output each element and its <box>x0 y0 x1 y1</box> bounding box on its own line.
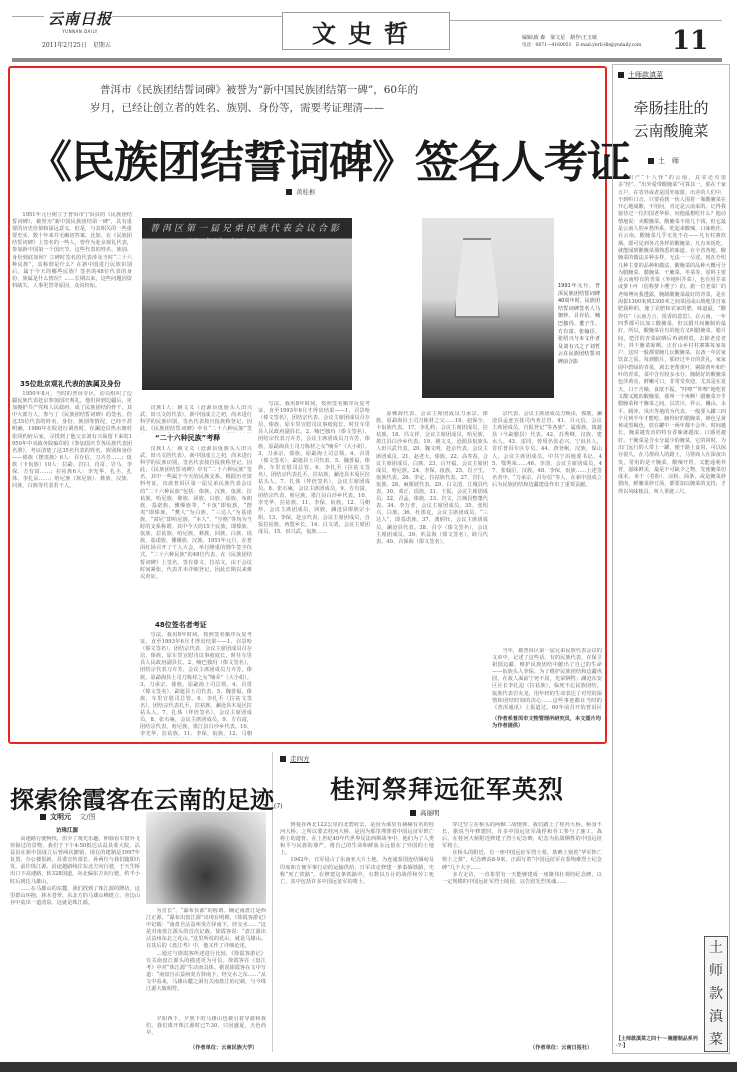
lead-col2b <box>140 446 252 606</box>
sidebar-footer-note: 【土师款滇菜之四十一·腌腊制品系列·7·】 <box>616 1036 698 1049</box>
bottom-bar <box>0 1062 737 1072</box>
bottom-left-headline-suffix: (7) <box>274 803 283 810</box>
page-number: 11 <box>672 26 709 56</box>
col2-paragraph: 汉族1人：姚文义（沧源县佤族头人田兴武、田兴文的代表）。新中国成立之初，尚未进行科学的民族识别，签名代表按自报族称登记，因此，《民族团结誓词碑》中有“二十六种民族”签 <box>140 405 252 433</box>
sidebar-title-line1: 牵肠挂肚的 <box>633 99 709 117</box>
bottom-right-author: 高丽明 <box>420 809 440 817</box>
lead-headline: 《民族团结誓词碑》签名人考证 <box>28 137 630 188</box>
lead-deck-line1: 普洱市《民族团结誓词碑》被誉为“新中国民族团结第一碑”，60年的 <box>100 84 419 96</box>
logo-en: YUNNAN DAILY <box>62 29 98 34</box>
br-paragraph-5: 多方走访，一直希望有一天能够建成一座雄伟壮观的纪念碑，以一定规模的中国远征军烈士陵园，以告慰先烈英魂…… <box>442 871 602 885</box>
contact-info: 电话：0871—4160051 E-mail:ynrb-llb@yndaily.com <box>522 43 642 48</box>
lead-byline <box>286 187 316 196</box>
lead-author-note: （作者系普洱市文物管理所研究员，本文图片均为作者提供） <box>492 716 601 729</box>
bottom-right-author-note: （作者单位：云南日报社） <box>530 1045 593 1051</box>
bottom-left-headline-text: 探索徐霞客在云南的足迹 <box>10 785 274 814</box>
bottom-left-col2 <box>146 908 266 1014</box>
bl-paragraph-4: …通过与徐霞客所述进行比较，《徐霞客游记》有关南盘江源头的描述更为可信。徐霞客在《盘江考》中对“珠江源”生动而具体。据说徐霞客在文中写道：“南盘自沾益州炎方驿南下，经交水之东……”从文中看来，马雄山麓之洞有关南盘江的记载，与今珠江源大致相符。 <box>146 950 266 993</box>
photo-caption: 1991年元旦，普洱民族团结誓词碑40周年时，民族团结誓词碑签名人马朝珍、召存信、喃巴独玛、董子生、方有富、张翰臣、张绍兴与本文作者及刘有兴之子刘哲云在民族团结誓词碑前合影 <box>558 283 600 365</box>
bottom-left-col2b <box>146 1016 266 1038</box>
bl-paragraph-1: 高速路行驶畅快，但少了观光乐趣，伸颈看车窗外飞快掠过的景物，我们于下午4:50抵达沾益县委大院。沾益县在新中国成立后曾两次撤销，现在的建制是1997年复置，办公楼很新。县委宣传部长、孙两位与我们随即出发，前往珠江源。沿途越路线往东北方向行驶，于天生桥出口下高速路，转328国道，向北偏东方向行驶，约半小时后到达马雄山。 <box>10 836 140 885</box>
bl-paragraph-2: 为首长”、“瀑布县源”的称谓。确定南盘江是西江正源。“瀑布出盘江源”出现在明朝，《徐霞客游记》中记载：“南盘自沾益州炎方驿南下，经交水……”这是对南盘江源头的首次记载。徐霞客说：“盘江源出沾益州东北之花山。”这里所说的花山，就是马雄山。在其后的《盘江考》中，他又作了详细论述。 <box>146 908 266 950</box>
bl-paragraph-5: 夕阳西下，夕照下的马雄山也被引着导游和我们，我们离开珠江源时已7:30，只因盛夏，天色尚早。 <box>146 1016 266 1037</box>
bottom-left-headline <box>10 780 283 815</box>
column-seal-stamp <box>704 936 728 1052</box>
lead-col2a <box>140 405 252 433</box>
bottom-left-author-note: （作者单位：云南民族大学） <box>190 1045 258 1051</box>
lead-col6 <box>492 648 602 711</box>
bottom-left-col1 <box>10 836 140 1058</box>
col2-paragraph-tail: 写法。我用8年时间，按照签名顺序反复考证，直至1993年6月才得出结果——1、召景哈（傣文签名），团结宗代表、会议主席团成员召存信，傣族，原车里宣慰司议事庭庭长，时任车里县人民政府副县长。2、喃巴独玛（傣文签名），团结宗代表刀卉芳，会议主席团成员刀卉芳，傣族，原勐海县土司刀栋材之女“喃乔”（大小姐）。3、刀承宗，傣族，原勐海土司总领。4、召贯（傣文签名），勐遮县土司代表。5、魏善福，傣族，车里宣慰司总管。6、李扎丕（拉祜文签名），团结宗代表扎丕，拉祜族，澜沧县木戛区拉祜头人。7、扎体（拜倍签名），会议主席团成员。8、张石庵，会议主席团成员。9、方有富，团结宗代表，哈尼族，墨江县白沙乡代表。10、李光华，拉祜族。11、李保，佤族。12、马朝 <box>140 632 252 738</box>
masthead-rule-left <box>12 16 44 17</box>
sidebar-column-label-text: 土师款滇菜 <box>628 71 663 79</box>
seal-glyph-2: 师 <box>709 963 723 980</box>
byline-square-icon <box>648 158 654 164</box>
seal-glyph-4: 滇 <box>709 1008 723 1025</box>
sidebar-body <box>618 175 726 933</box>
lead-col3 <box>258 401 370 738</box>
section-title: 文史哲 <box>312 18 420 48</box>
sidebar-paragraph: 出产“十八怪”的云南，其实还有很多“怪”。“出外爱带酸腌菜”可算其一。那在千家万户，在省外或者是国外旅游、出差的人们中，不到听口音，只要看到一伙人围着一瓶酸腌菜在开心地闻酸，不用问，肯定是云南来的。记得我接待过一位归国老华侨，问他最想吃什么？他动情地说：卖酸腌菜。酸腌菜不值几个钱，但它最是云南人的乡愁所系，吃起来酸辣，口味绝佳。在云南，酸腌菜几乎无处不在——凡有村寨炊烟，即可见到各式各样的酸腌菜；凡有米饭吃，就能闻到酸腌菜那熟悉的味道。在全省各地，酸腌菜的做法多种多样，无法一一尽述。现在介绍几种主要的品种和做法。酸腌菜的品种大概可分为腊腌菜、腊腌菜、干腌菜、冬菜等。原料主要是云南特有的青菜（外地叫芥菜），也有用芥菜或萝卜叶（俗称萝卜缨子）的。据一位老菜厂的老师傅向我透露，腌制酸腌菜最好的青菜，是在海拔1300米到2300米之间菜园或山坡地里自家肥栽种的，施了农肥和农家的肥，味道最，“酸得住”（云南方言，很香的意思）。在云南，一年四季都可以加工酸腌菜，但以腊月间腌制的最好。所以，酸腌菜在有的地方又叫腊腌菜。腊月间，把洋的青菜砍晒后再剥到蔫，去除老皮老叶，抖干腌菜晾晒。正好山乡村村寨寨每家每户，这时一般都要腌几坛酸腌菜，以备一年居家饮食之需。每到腊月，那经过冬日的洗礼，家家园中碧绿的青菜，剥去老帮黄叶，剔除黄叶和烂叶的青菜，菜中含有较多水分。腌制好的酸腌菜色泽黄亮，鲜嫩可口，非常受欢迎。尤其是在夏天，口干舌燥、食欲不振，“咔嚓”“咔嚓”地吃着又酸又脆的酸腌菜，那叫一个爽啊！腊腌菜介乎腊腌菜和干腌菜之间，以宾川、祥云、巍山、永平、腾冲、凤庆等地的为代表。一般要入罐三四个月到半年才能吃。腌得好的腊腌菜，颜色呈黄黄或黑褐色，放在罐中一两年都不会坏。时间越长，腌菜越发出的特有香味就越浓，口感更越好。干腌菜是含水分最少的腌菜，它的同时，为出门远行的人带上一罐，便于路上食用，可以保存很久。在马帮商人的路上，马帮商人在深夜出发，常用的是干腌菜，酸辣开胃。又能通利养胃，滋味鲜美，最是不可缺少之物，先使腌菜切成末，米干（卷粉）、凉粉、面条，或是腌菜炒猪肉，鲜腌菜炒豆汤，都要加以腌菜的支持，才得以风味独具，叫人垂涎三尺。 <box>618 175 726 495</box>
section-title-box <box>282 12 450 50</box>
br-paragraph-1: 到曼谷西北122公里的北碧府去，是因为那里有赫赫有名的桂河大桥。之所以要去桂河大桥，是因为那里埋葬着中国远征军阵亡将士的遗骨。在上世纪40年代世界反法西斯战争中，他们为了人类和平与民族的尊严，将自己的生命和鲜血永远留在了异国的土地上。 <box>280 822 434 857</box>
col3-paragraph: 写法。我用8年时间，按照签名顺序反复考证，直至1993年6月才得出结果——1、召景哈（傣文签名），团结宗代表、会议主席团成员召存信，傣族，原车里宣慰司议事庭庭长，时任车里县人民政府副县长。2、喃巴独玛（傣文签名），团结宗代表刀卉芳，会议主席团成员刀卉芳，傣族，原勐海县土司刀栋材之女“喃乔”（大小姐）。3、刀承宗，傣族，原勐海土司总领。4、召贯（傣文签名），勐遮县土司代表。5、魏善福，傣族，车里宣慰司总管。6、李扎丕（拉祜文签名），团结宗代表扎丕，拉祜族，澜沧县木戛区拉祜头人。7、扎体（拜倍签名），会议主席团成员。8、张石庵，会议主席团成员。9、方有富，团结宗代表，哈尼族，墨江县白沙乡代表。10、李光华，拉祜族。11、李保，佤族。12、马朝珍，会议主席团成员，回族，澜沧县傣族宗小姐。13、李保，赴京代表，会议主席团成员，自报拉祜族，西盟乡长。14、白文清，会议主席团成员。15、田兴武，佤族…… <box>258 401 370 535</box>
subhead-observers: 35位赴京观礼代表的族属及身份 <box>20 380 121 388</box>
sidebar-byline-name: 土 师 <box>658 157 679 165</box>
bottom-left-author-suffix: 文/图 <box>79 813 96 821</box>
group-photo <box>142 218 352 390</box>
masthead-rule-right <box>450 20 722 21</box>
river-source-photo <box>146 812 266 904</box>
col2-paragraph-cont: 汉族1人：姚文义（沧源县佤族头人田兴武、田兴文的代表）。新中国成立之初，尚未进行科学的民族识别，签名代表按自报族称登记，因此，《民族团结誓词碑》中有“二十六种民族”签名，其中一些属于今天的民族支系。根据历史资料考证，出席普洱区第一届兄弟民族代表会议的“二十六种民族”包括：傣族、汉族、佤族、拉祜族、哈尼族、彝族、回族、白族、瑶族、布朗族、基诺族、傈僳族等，“卡佤”即佤族，“摆夷”即傣族，“僰人”为白族，“三达人”为基诺族，“窝尼”即哈尼族，“本人”、“空格”等均为当时的支系称谓。其中今天的15个民族，即傣族、佤族、拉祜族、哈尼族、彝族、回族、白族、瑶族、基诺族、傈僳族、汉族。1951年元旦，在普洱红场召开了千人大会，举行隆重的剽牛签字仪式。“二十六种民族”的48位代表，在《民族团结誓词碑》上签名，签有傣文、拉祜文，由于会议时间紧张，代表并未详细登记，因此长期以来难以查证。 <box>140 446 252 580</box>
photo-banner-date: 一九五一年元月二十一日 <box>182 238 249 244</box>
subhead-26-nations: “二十六种民族”考释 <box>155 434 221 442</box>
lead-col4 <box>376 411 488 738</box>
bottom-right-byline <box>410 808 440 817</box>
seal-glyph-5: 菜 <box>709 1031 723 1048</box>
masthead-rule-mid <box>112 16 282 17</box>
lead-deck-line2: 岁月，已经让创立者的姓名、族别、身份等，需要考证理清—— <box>90 102 384 114</box>
br-paragraph-4: 在桥头的附近，有一座中国远征军烈士墓，墓碑上刻着“华军阵亡将士之墓”，纪念碑高8-9米，正面写着“中国远征军在泰殉难烈士纪念碑”几个大字…… <box>442 850 602 871</box>
bl-paragraph-3: ……在马雄山的东麓，我们找到了珠江源的牌坊。这里群山环抱，林木苍翠，东北方的马雄山峰挺立，旁边山谷中流出一道清泉。这就是珠江源。 <box>10 885 140 906</box>
seal-glyph-1: 土 <box>709 940 723 957</box>
newspaper-logo <box>48 8 112 34</box>
masthead-bar <box>12 58 722 62</box>
br-paragraph-3: 穿过竖立在桥头的两颗二战炮弹，我们踏上了桂河大桥。桥身不长，据说当年修建时，许多中国远征军战俘和劳工参与了施工。战后，在桂河大桥附近修建了烈士纪念碑，纪念为抗战牺牲的中国远征军将士。 <box>442 822 602 850</box>
lead-intro <box>12 212 132 372</box>
byline-square-icon <box>410 810 416 816</box>
bottom-right-column-label-text: 走四方 <box>290 755 310 763</box>
label-square-icon <box>280 756 286 762</box>
issue-date: 2011年2月25日 星期五 <box>42 42 111 49</box>
label-square-icon <box>618 72 624 78</box>
photo-banner-text: 普洱区第一届兄弟民族代表会议合影 <box>150 224 343 234</box>
logo-text: 云南日报 <box>48 10 113 28</box>
intro-paragraph: 1951年元旦树立于普洱市宁洱县的《民族团结誓词碑》，被誉为“新中国民族团结第一碑”，具有重要的历史价值和深远意义。但是，与其相关的一些重要史实，数十年来并无确切答案。比如，在《民族团结誓词碑》上签名的一些人，曾作为赴京观礼代表，参加新中国第一个国庆节，这些代表的姓名、族别、身份到底如何？立碑时签名的代表涉及当时“二十六种民族”，其称谓是什么？在新中国进行民族识别后，属于今天的哪些民族？签名的48位代表的身份、族属是什么情况？……长期以来，这些问题因资料缺失、人事更替等原因，众说纷纭。 <box>12 212 132 289</box>
bottom-right-col1 <box>280 822 434 1058</box>
monument-shape <box>454 238 500 318</box>
seal-glyph-3: 款 <box>709 985 723 1002</box>
sidebar-title-line2: 云南酸腌菜 <box>633 122 709 140</box>
lead-col2c <box>140 632 252 738</box>
byline-square-icon <box>286 189 292 195</box>
lead-col1 <box>12 391 132 738</box>
monument-photo <box>422 218 554 398</box>
col6-paragraph: 当年，被普洱区第一届兄弟民族代表会议的文章中，记述了这些话。有的民族代表，在保卫祖国边疆、维护民族团结中献出了自己的生命——佤族头人李保，为了维护民族团结和边疆巩固，在敌人面前宁死不屈，光荣牺牲；澜沧东安区区长李扎迫（拉祜族），临死不忘民族团结。佤族代表岩火龙，用年轻的生命表达了对党的深情和团结时刻的决心……这些事迹都在当时的《普洱通讯》上报道过。60年前召开的普洱区 <box>492 648 602 711</box>
bottom-right-headline: 桂河祭拜远征军英烈 <box>330 775 565 804</box>
col1-paragraph: 1950年8月，当时的普洱专区，动员组织了边疆民族代表赴京参加国庆观礼，他们回到边疆后，更加拥护共产党和人民政府，成了民族团结的骨干。其中大部分人，参与了《民族团结誓词碑》的签名。但这35位代表的姓名、身份、族别等情况，已经不甚明确。1986年在收进行调查时，在澜沧县热水塘村张同约府后家，寻找到了他父亲刘有兴保留下来的1950年中央政务院编印的《参加国庆节各民族代表团名册》，考证清楚了这35名代表的姓名、族别和身份——傣族（摆夷族）6人：召存信、刀卉芳……；佤族（卡佤族）10人：拉勐、岩扫、肖哥、岩马、李保、方有富……；拉祜族6人：李光华、扎丕、扎体、李扎呆……；哈尼族（窝尼族）、彝族、汉族、回族、白族等代表若干人。 <box>12 391 132 490</box>
sidebar-byline <box>648 156 679 166</box>
subhead-48-signers: 48位签名者考证 <box>155 621 207 629</box>
col5-paragraph: 宗代表、会议主席团成员刀焕由，傣族，澜沧县孟连宣抚司内务总管。41、召元信，会议主席团成员，自报登记“等各族”，属傣族，镇越县（今勐腊县）代表。42、苏秀峰，汉族，建水人。43、雷同，曾用名张必兴，宁洱县人，首任普洱专区专员。44、唐登岷，汉族，保山人，会议主席团成员，中共宁洱地委书记。45、鄂秀荣……46、李清，会议主席团成员。47、张翰臣，汉族。48、李保，佤族……上述签名者中，“刀承宗、召存信”等人，在新中国成立后为民族团结和边疆建设作出了重要贡献。 <box>492 411 602 488</box>
lead-col5 <box>492 411 602 645</box>
bottom-left-author: 文明元 <box>50 813 71 821</box>
bottom-right-col2 <box>442 822 602 1040</box>
editor-credits: 编辑\致 森 梁文星 制作\王玉敏 <box>522 35 597 41</box>
sidebar-column-label <box>618 70 663 80</box>
bottom-right-column-label <box>280 754 310 763</box>
col4-paragraph: 原佛海代表、会议主席团成员刀承宗，傣族，原勐海县土司刀栋材之父……16、赵保全，卡佤族代表。17、李扎约，会议主席团成员，拉祜族。18、冯文祥，会议主席团成员，哈尼族，墨江县白沙乡代表。19、姚文义，沧源县佤族头人田兴武代表。20、魏文明，赴京代表，会议主席团成员。21、赵老大，傣族。22、高寿春，会议主席团成员，白族。23、白开福，会议主席团成员，哈尼族。24、李保，佤族。25、肖子生，佤族代表。26、李定，拉祜族代表。27、岩扫，佤族。28、麻栗坡代表。29、白文清，江城县代表。30、邓正，瑶族。31、王振，会议主席团成员。32、召孟，傣族。33、岩文，江城县整董代表。34、李万孝，会议主席团成员。35、张绍兴，白族。36、杜那克，会议主席团成员，“三达人”，即基诺族。37、龚炳钰，会议主席团成员，澜沧县代表。38、召令（傣文签名），会议主席团成员。39、叭益海（傣文签名），耿马代表。40、召保海（傣文签名）。 <box>376 411 488 545</box>
bottom-left-subhead: 访珠江源 <box>56 828 79 834</box>
lead-byline-name: 黄桂枢 <box>296 188 316 196</box>
br-paragraph-2: 1942年，日军侵占了东南亚大片土地，为连通泰国连结缅甸及印度和方便军事行动的运输供给，日军决定修建一条泰缅铁路，史称“死亡铁路”。在修建这条铁路中，有数以万计的战俘和劳工死亡，其中包括许多中国远征军的将士。 <box>280 857 434 885</box>
